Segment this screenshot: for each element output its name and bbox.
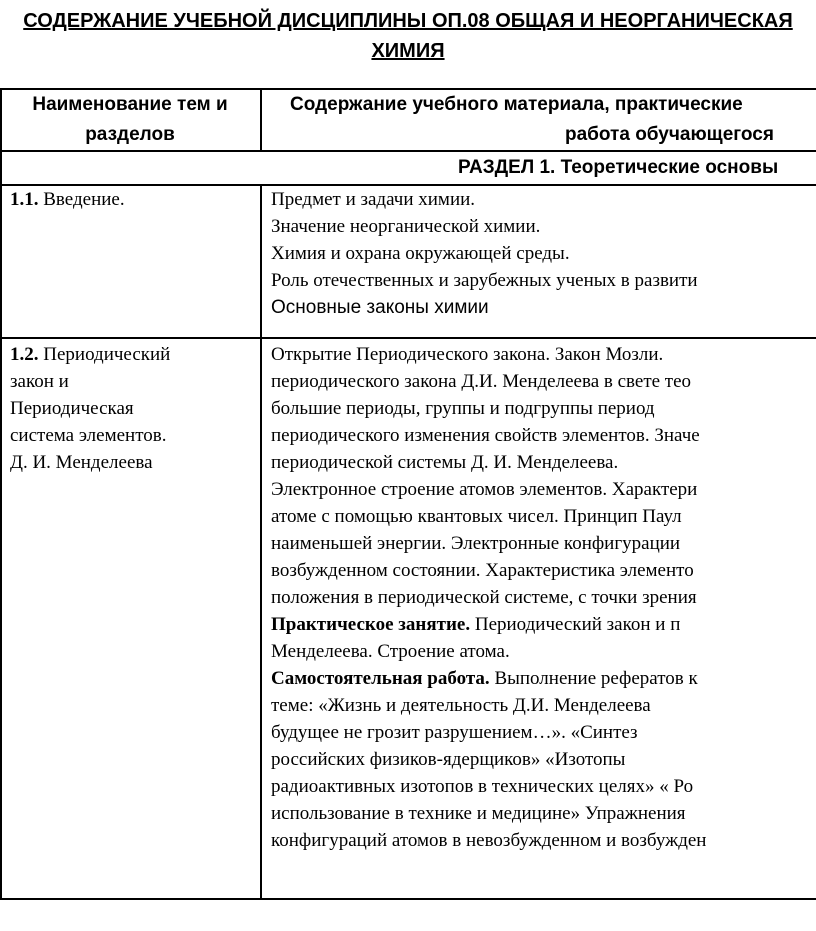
row1-name: Введение. [38, 189, 125, 210]
header-content [290, 90, 816, 150]
row2-name-line: Д. И. Менделеева [10, 452, 153, 473]
document-title [0, 6, 816, 66]
row2-name-line: система элементов. [10, 425, 167, 446]
row2-content-line: использование в технике и медицине» Упражнения [271, 803, 686, 824]
row1-content-line: Значение неорганической химии. [271, 216, 541, 237]
row2-content-line: возбужденном состоянии. Характеристика элементо [271, 560, 694, 581]
row2-content-line: радиоактивных изотопов в технических целях» « Ро [271, 776, 694, 797]
row1-number: 1.1. [10, 189, 39, 210]
table-border-left [0, 88, 2, 900]
row1-content-line: Химия и охрана окружающей среды. [271, 243, 570, 264]
row1-bottom-border [0, 337, 816, 339]
row2-content-line: Открытие Периодического закона. Закон Мозли. [271, 344, 664, 365]
header-col2-line1: Содержание учебного материала, практические [290, 94, 743, 115]
row2-content-line: атоме с помощью квантовых чисел. Принцип Паул [271, 506, 682, 527]
row2-content-line: наименьшей энергии. Электронные конфигурации [271, 533, 681, 554]
row2-content-line: положения в периодической системе, с точки зрения [271, 587, 697, 608]
row1-content-line: Предмет и задачи химии. [271, 189, 476, 210]
practical-lesson-label: Практическое занятие. [271, 614, 471, 635]
row2-content-line: периодического изменения свойств элементов. Значе [271, 425, 700, 446]
column-divider-body [260, 184, 262, 900]
row2-name-line: Периодический [38, 344, 171, 365]
row2-content-line: большие периоды, группы и подгруппы период [271, 398, 655, 419]
row2-content-line: теме: «Жизнь и деятельность Д.И. Менделеева [271, 695, 651, 716]
row2-content-line: Выполнение рефератов к [489, 668, 698, 689]
header-bottom-border [0, 150, 816, 152]
row2-content-line: конфигураций атомов в невозбужденном и возбужден [271, 830, 707, 851]
row2-name-line: Периодическая [10, 398, 134, 419]
title-line-1: СОДЕРЖАНИЕ УЧЕБНОЙ ДИСЦИПЛИНЫ ОП.08 ОБЩАЯ И НЕОРГАНИЧЕСКАЯ [23, 10, 793, 32]
row2-content-line: Периодический закон и п [470, 614, 681, 635]
row2-topic [10, 341, 170, 476]
row1-content [271, 186, 698, 321]
header-col2-line2: работа обучающегося [565, 124, 774, 145]
row2-content-line: периодической системы Д. И. Менделеева. [271, 452, 619, 473]
header-topic-name [0, 90, 260, 150]
row2-number: 1.2. [10, 344, 39, 365]
section-title: РАЗДЕЛ 1. Теоретические основы [458, 157, 779, 178]
row2-content-line: Менделеева. Строение атома. [271, 641, 510, 662]
title-line-2: ХИМИЯ [371, 40, 445, 62]
header-col1-line2: разделов [85, 124, 175, 145]
row2-content-line: будущее не грозит разрушением…». «Синтез [271, 722, 638, 743]
row2-content [271, 341, 706, 854]
independent-work-label: Самостоятельная работа. [271, 668, 490, 689]
column-divider-header [260, 88, 262, 150]
row1-content-line: Роль отечественных и зарубежных ученых в развити [271, 270, 698, 291]
row2-content-line: Электронное строение атомов элементов. Характери [271, 479, 698, 500]
table-border-bottom [0, 898, 816, 900]
row2-content-line: периодического закона Д.И. Менделеева в свете тео [271, 371, 692, 392]
row2-content-line: российских физиков-ядерщиков» «Изотопы [271, 749, 626, 770]
row2-name-line: закон и [10, 371, 69, 392]
row1-content-line: Основные законы химии [271, 297, 489, 318]
header-col1-line1: Наименование тем и [32, 94, 228, 115]
curriculum-table [0, 88, 816, 900]
row1-topic [10, 186, 125, 213]
